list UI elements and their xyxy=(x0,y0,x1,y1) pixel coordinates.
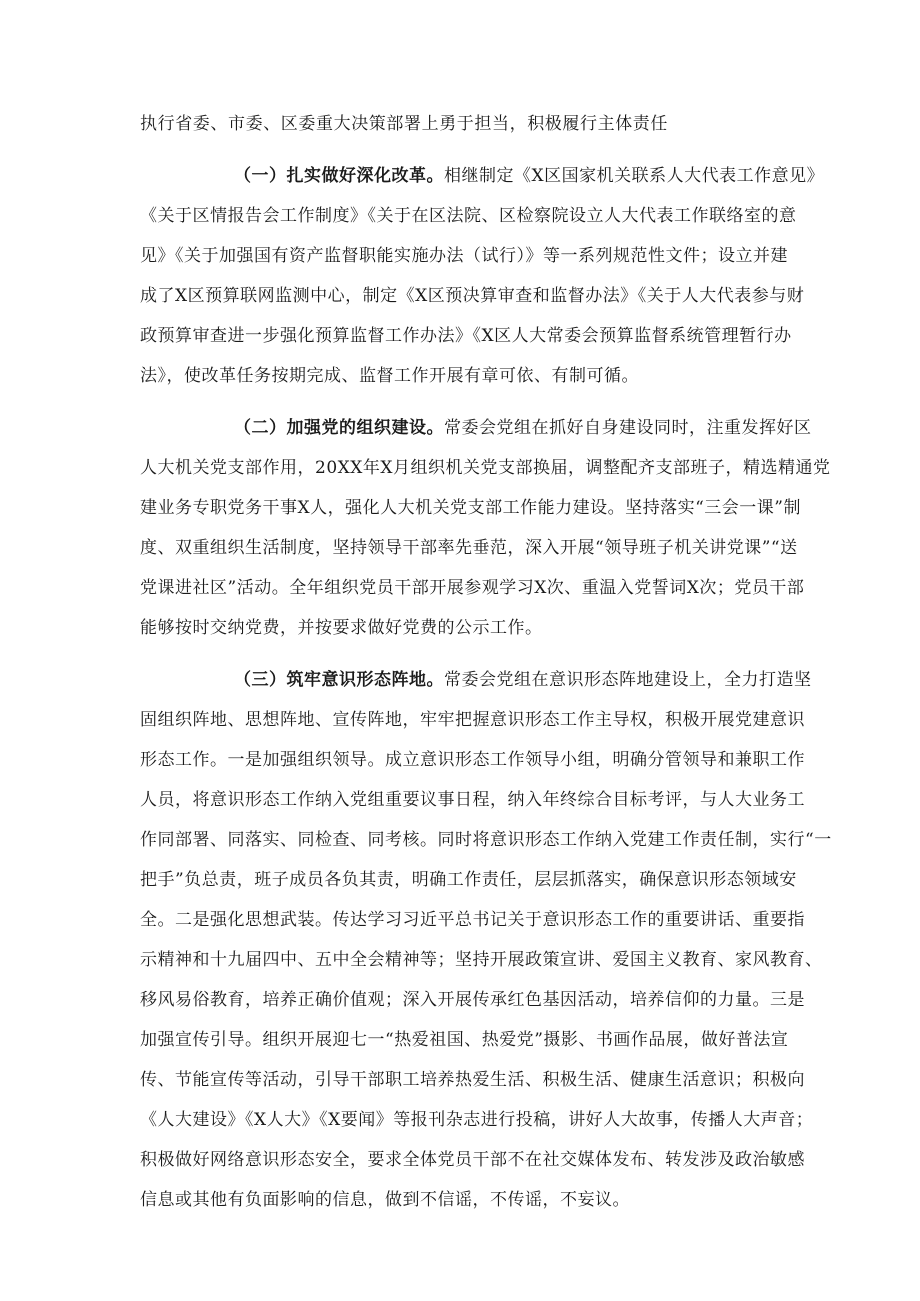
section-3-line-6: 把手”负总责，班子成员各负其责，明确工作责任，层层抓落实，确保意识形态领域安 xyxy=(140,870,797,890)
section-1-line-6: 法》，使改革任务按期完成、监督工作开展有章可依、有制可循。 xyxy=(140,366,639,386)
section-2 xyxy=(140,416,831,640)
section-3-line-12: 《人大建设》《X人大》《X要闻》等报刊杂志进行投稿，讲好人大故事，传播人大声音； xyxy=(140,1110,814,1130)
section-3-line-1: 常委会党组在意识形态阵地建设上，全力打造坚 xyxy=(444,670,812,690)
intro-line: 执行省委、市委、区委重大决策部署上勇于担当，积极履行主体责任 xyxy=(140,114,668,134)
section-3-line-3: 形态工作。一是加强组织领导。成立意识形态工作领导小组，明确分管领导和兼职工作 xyxy=(140,750,805,770)
section-3-line-14: 信息或其他有负面影响的信息，做到不信谣，不传谣，不妄议。 xyxy=(140,1190,630,1210)
section-3-line-13: 积极做好网络意识形态安全，要求全体党员干部不在社交媒体发布、转发涉及政治敏感 xyxy=(140,1150,805,1170)
section-3-heading: （三）筑牢意识形态阵地。 xyxy=(234,670,444,690)
document-page xyxy=(140,112,832,1240)
section-3-line-11: 传、节能宣传等活动，引导干部职工培养热爱生活、积极生活、健康生活意识；积极向 xyxy=(140,1070,805,1090)
section-2-line-5: 党课进社区”活动。全年组织党员干部开展参观学习X次、重温入党誓词X次；党员干部 xyxy=(140,578,805,598)
section-3 xyxy=(140,668,832,1212)
section-2-line-1: 常委会党组在抓好自身建设同时，注重发挥好区 xyxy=(444,418,812,438)
section-2-line-3: 建业务专职党务干事X人，强化人大机关党支部工作能力建设。坚持落实“三会一课”制 xyxy=(140,498,801,518)
section-1-line-4: 成了X区预算联网监测中心，制定《X区预决算审查和监督办法》《关于人大代表参与财 xyxy=(140,286,805,306)
section-2-line-6: 能够按时交纳党费，并按要求做好党费的公示工作。 xyxy=(140,618,543,638)
section-2-line-2: 人大机关党支部作用，20XX年X月组织机关党支部换届，调整配齐支部班子，精选精通党 xyxy=(140,458,831,478)
section-1-heading: （一）扎实做好深化改革。 xyxy=(234,166,444,186)
section-3-line-2: 固组织阵地、思想阵地、宣传阵地，牢牢把握意识形态工作主导权，积极开展党建意识 xyxy=(140,710,805,730)
section-3-line-8: 示精神和十九届四中、五中全会精神等；坚持开展政策宣讲、爱国主义教育、家风教育、 xyxy=(140,950,823,970)
section-3-line-10: 加强宣传引导。组织开展迎七一“热爱祖国、热爱党”摄影、书画作品展，做好普法宣 xyxy=(140,1030,789,1050)
section-1-line-3: 见》《关于加强国有资产监督职能实施办法（试行）》等一系列规范性文件；设立并建 xyxy=(140,246,788,266)
section-3-first-line xyxy=(140,668,812,692)
section-3-line-9: 移风易俗教育，培养正确价值观；深入开展传承红色基因活动，培养信仰的力量。三是 xyxy=(140,990,805,1010)
section-3-line-5: 作同部署、同落实、同检查、同考核。同时将意识形态工作纳入党建工作责任制，实行“一 xyxy=(140,830,832,850)
section-1-line-2: 《关于区情报告会工作制度》《关于在区法院、区检察院设立人大代表工作联络室的意 xyxy=(140,206,797,226)
section-2-heading: （二）加强党的组织建设。 xyxy=(234,418,444,438)
section-2-first-line xyxy=(140,416,812,440)
section-1-line-5: 政预算审查进一步强化预算监督工作办法》《X区人大常委会预算监督系统管理暂行办 xyxy=(140,326,792,346)
section-1-first-line xyxy=(140,164,825,188)
section-3-line-4: 人员，将意识形态工作纳入党组重要议事日程，纳入年终综合目标考评，与人大业务工 xyxy=(140,790,805,810)
section-1 xyxy=(140,164,825,388)
section-2-line-4: 度、双重组织生活制度，坚持领导干部率先垂范，深入开展“领导班子机关讲党课”“送 xyxy=(140,538,798,558)
section-3-line-7: 全。二是强化思想武装。传达学习习近平总书记关于意识形态工作的重要讲话、重要指 xyxy=(140,910,805,930)
section-1-line-1: 相继制定《X区国家机关联系人大代表工作意见》 xyxy=(444,166,825,186)
